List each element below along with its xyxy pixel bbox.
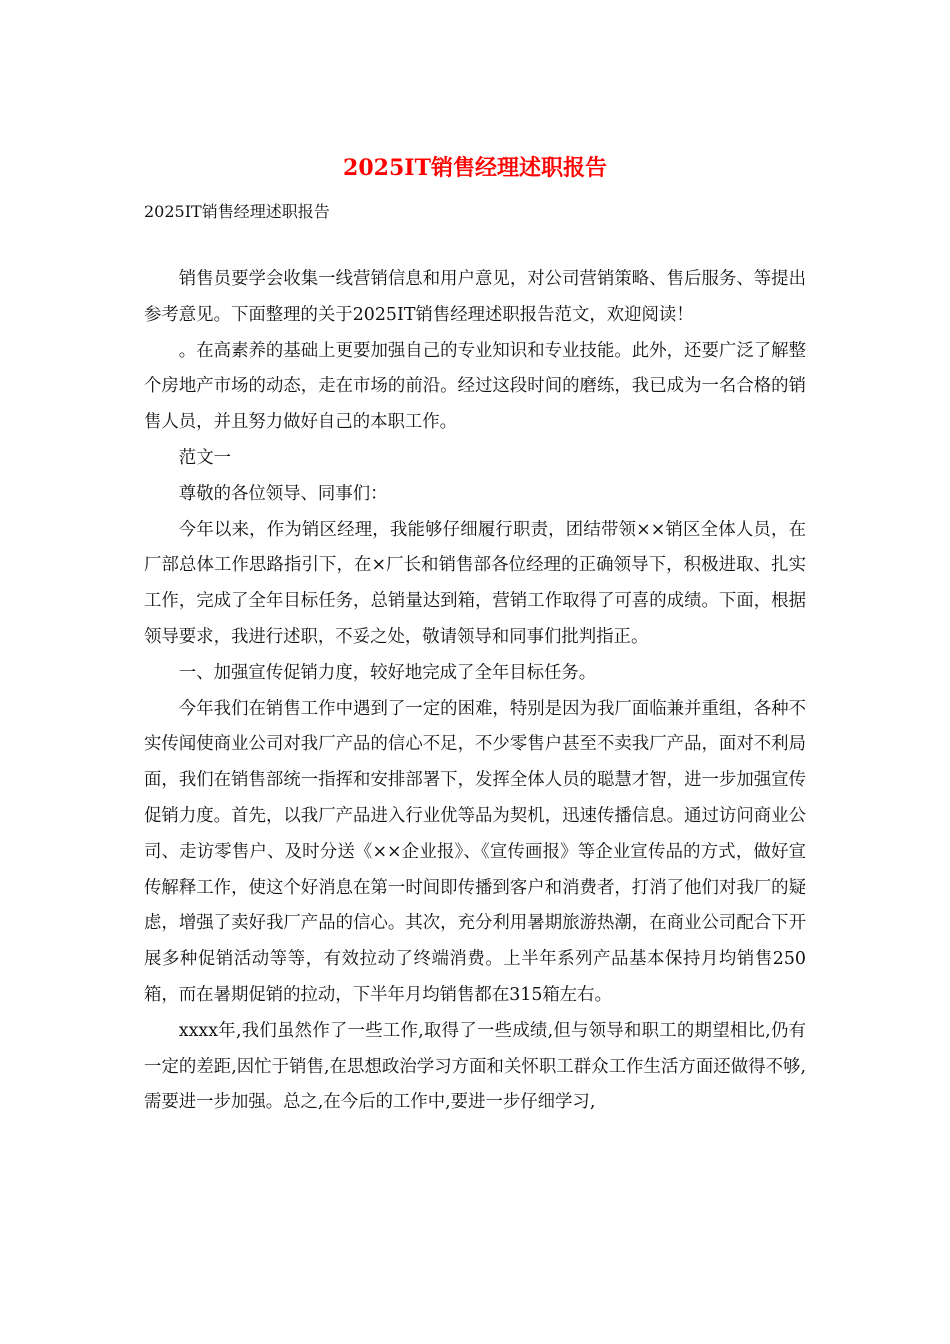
paragraph-section-one-heading: 一、加强宣传促销力度，较好地完成了全年目标任务。 [178,662,597,683]
paragraph-intro: 销售员要学会收集一线营销信息和用户意见，对公司营销策略、售后服务、等提出参考意见。下面整理的关于2025IT销售经理述职报告范文，欢迎阅读！ [144,269,806,325]
paragraph-overview: 今年以来，作为销区经理，我能够仔细履行职责，团结带领××销区全体人员，在厂部总体工作思路指引下，在×厂长和销售部各位经理的正确领导下，积极进取、扎实工作，完成了全年目标任务，总销量达到箱，营销工作取得了可喜的成绩。下面，根据领导要求，我进行述职，不妥之处，敬请领导和同事们批判指正。 [144,519,806,647]
document-title: 2025IT销售经理述职报告 [343,155,607,181]
paragraph-skills: 。在高素养的基础上更要加强自己的专业知识和专业技能。此外，还要广泛了解整个房地产市场的动态，走在市场的前沿。经过这段时间的磨练，我已成为一名合格的销售人员，并且努力做好自己的本职工作。 [144,340,806,433]
paragraph-promotion: 今年我们在销售工作中遇到了一定的困难，特别是因为我厂面临兼并重组，各种不实传闻使商业公司对我厂产品的信心不足，不少零售户甚至不卖我厂产品，面对不利局面，我们在销售部统一指挥和安排部署下，发挥全体人员的聪慧才智，进一步加强宣传促销力度。首先，以我厂产品进入行业优等品为契机，迅速传播信息。通过访问商业公司、走访零售户、及时分送《××企业报》、《宣传画报》等企业宣传品的方式，做好宣传解释工作，使这个好消息在第一时间即传播到客户和消费者，打消了他们对我厂的疑虑，增强了卖好我厂产品的信心。其次，充分利用暑期旅游热潮，在商业公司配合下开展多种促销活动等等，有效拉动了终端消费。上半年系列产品基本保持月均销售250箱，而在暑期促销的拉动，下半年月均销售都在315箱左右。 [144,698,806,1005]
paragraph-heading-sample-one: 范文一 [178,447,231,468]
document-subtitle: 2025IT销售经理述职报告 [144,202,330,221]
document-body [144,262,806,1121]
paragraph-salutation: 尊敬的各位领导、同事们： [178,483,388,504]
paragraph-conclusion: xxxx年,我们虽然作了一些工作,取得了一些成绩,但与领导和职工的期望相比,仍有一定的差距,因忙于销售,在思想政治学习方面和关怀职工群众工作生活方面还做得不够,需要进一步加强。总之,在今后的工作中,要进一步仔细学习, [144,1020,806,1113]
